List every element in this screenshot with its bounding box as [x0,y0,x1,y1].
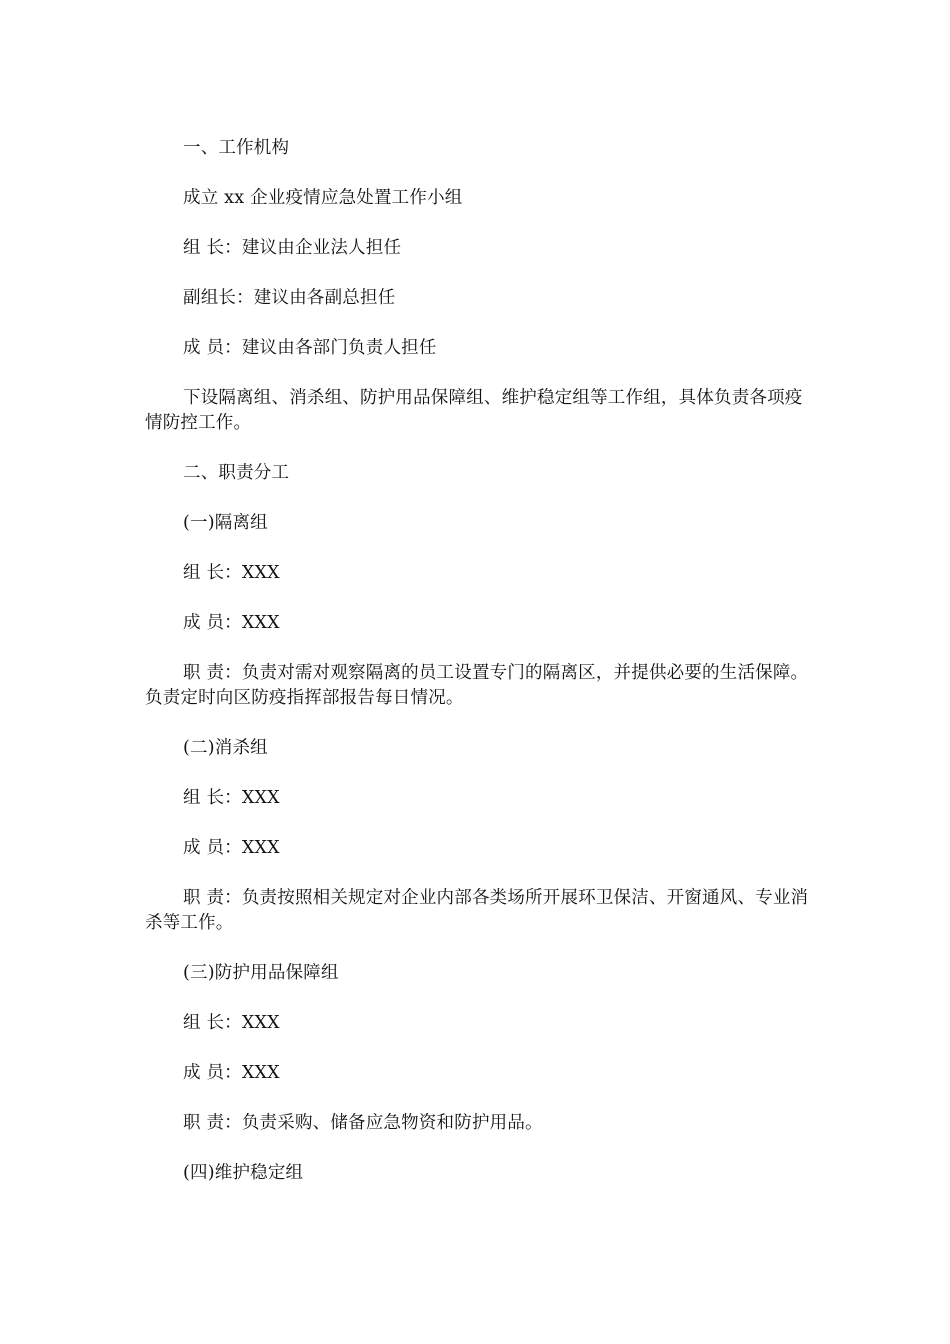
paragraph-gap [145,761,815,786]
paragraph-gap [145,361,815,386]
paragraph: 成 员：XXX [183,613,280,633]
subsection-heading: (四)维护稳定组 [183,1163,304,1183]
paragraph-gap [145,586,815,611]
paragraph: 组 长：建议由企业法人担任 [183,238,402,258]
paragraph: 成 员：建议由各部门负责人担任 [183,338,437,358]
paragraph-gap [145,811,815,836]
paragraph: 职 责：负责采购、储备应急物资和防护用品。 [183,1113,543,1133]
paragraph: 成立 xx 企业疫情应急处置工作小组 [183,188,463,208]
document-body [145,136,815,1186]
paragraph: 下设隔离组、消杀组、防护用品保障组、维护稳定组等工作组，具体负责各项疫情防控工作。 [145,388,803,433]
paragraph-gap [145,536,815,561]
paragraph-gap [145,311,815,336]
paragraph-gap [145,1036,815,1061]
section-heading-organization: 一、工作机构 [183,138,290,158]
paragraph: 成 员：XXX [183,1063,280,1083]
paragraph: 成 员：XXX [183,838,280,858]
paragraph-gap [145,436,815,461]
paragraph-gap [145,1136,815,1161]
paragraph: 职 责：负责对需对观察隔离的员工设置专门的隔离区，并提供必要的生活保障。负责定时向区防疫指挥部报告每日情况。 [145,663,809,708]
subsection-heading: (一)隔离组 [183,513,268,533]
paragraph-gap [145,986,815,1011]
paragraph: 组 长：XXX [183,563,280,583]
paragraph-gap [145,486,815,511]
paragraph-gap [145,711,815,736]
paragraph: 组 长：XXX [183,788,280,808]
paragraph-gap [145,636,815,661]
paragraph: 副组长：建议由各副总担任 [183,288,396,308]
paragraph-gap [145,861,815,886]
section-heading-duties: 二、职责分工 [183,463,290,483]
paragraph-gap [145,261,815,286]
paragraph: 组 长：XXX [183,1013,280,1033]
paragraph-gap [145,161,815,186]
subsection-heading: (二)消杀组 [183,738,268,758]
paragraph-gap [145,211,815,236]
subsection-heading: (三)防护用品保障组 [183,963,339,983]
paragraph-gap [145,936,815,961]
paragraph-gap [145,1086,815,1111]
paragraph: 职 责：负责按照相关规定对企业内部各类场所开展环卫保洁、开窗通风、专业消杀等工作。 [145,888,809,933]
